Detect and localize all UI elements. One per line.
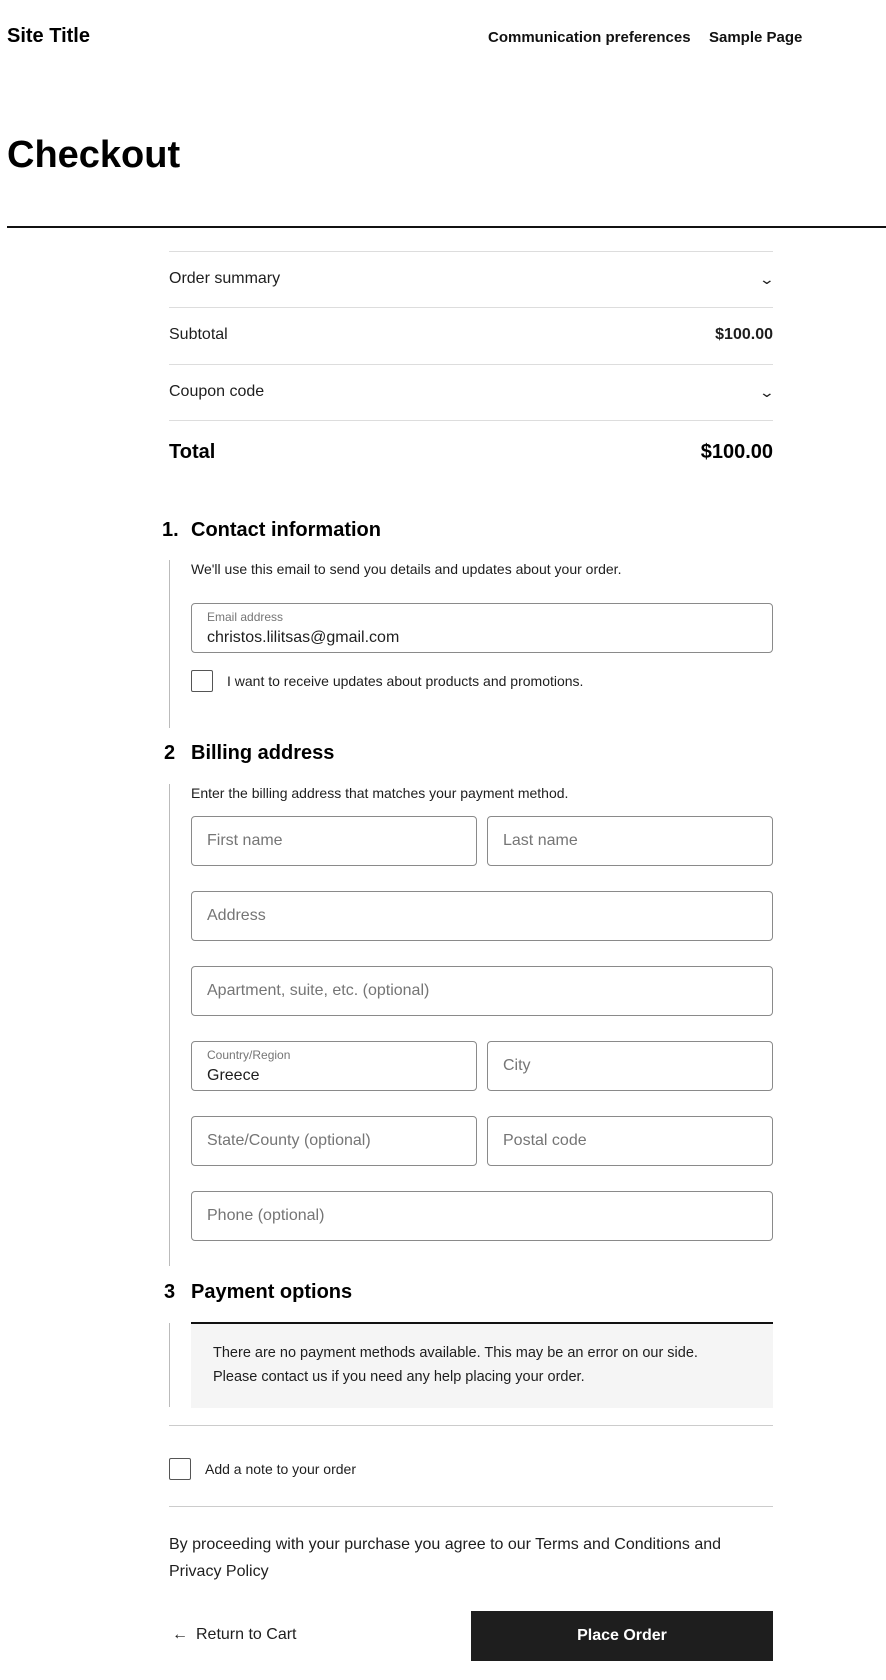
address-placeholder: Address xyxy=(207,907,266,924)
city-placeholder: City xyxy=(503,1057,531,1074)
postal-code-input[interactable] xyxy=(487,1116,773,1166)
order-summary-label: Order summary xyxy=(169,270,281,287)
phone-placeholder: Phone (optional) xyxy=(207,1207,325,1224)
subtotal-value: $100.00 xyxy=(715,326,773,343)
divider xyxy=(169,251,773,252)
updates-checkbox[interactable] xyxy=(191,670,213,692)
order-note-checkbox[interactable] xyxy=(169,1458,191,1480)
chevron-down-icon: ⌄ xyxy=(758,270,776,287)
order-note-label[interactable]: Add a note to your order xyxy=(205,1461,356,1477)
updates-label[interactable]: I want to receive updates about products and promotions. xyxy=(227,673,584,689)
divider xyxy=(169,1425,773,1426)
contact-description: We'll use this email to send you details and updates about your order. xyxy=(191,561,622,577)
site-title[interactable]: Site Title xyxy=(7,25,90,47)
state-placeholder: State/County (optional) xyxy=(207,1132,371,1149)
email-value[interactable]: christos.lilitsas@gmail.com xyxy=(207,629,400,646)
total-value: $100.00 xyxy=(700,440,773,463)
last-name-placeholder: Last name xyxy=(503,832,578,849)
step-number: 2 xyxy=(164,742,176,764)
arrow-left-icon: ← xyxy=(172,1626,188,1643)
terms-text xyxy=(169,1531,773,1585)
apartment-input[interactable] xyxy=(191,966,773,1016)
subtotal-row xyxy=(169,322,773,348)
notice-text: Please contact us if you need any help placing your order. xyxy=(213,1369,585,1385)
postal-placeholder: Postal code xyxy=(503,1132,587,1149)
email-label: Email address xyxy=(207,610,284,624)
divider xyxy=(169,364,773,365)
city-input[interactable] xyxy=(487,1041,773,1091)
step-number: 1. xyxy=(162,519,179,541)
place-order-button[interactable]: Place Order xyxy=(471,1611,773,1661)
email-field[interactable] xyxy=(191,603,773,653)
nav-communication-preferences[interactable]: Communication preferences xyxy=(488,29,691,46)
notice-text: There are no payment methods available. This may be an error on our side. xyxy=(213,1345,698,1361)
total-row xyxy=(169,438,773,466)
return-label: Return to Cart xyxy=(196,1626,297,1643)
divider xyxy=(169,1506,773,1507)
divider xyxy=(169,307,773,308)
step-line xyxy=(169,1323,170,1407)
country-select[interactable] xyxy=(191,1041,477,1091)
billing-heading: Billing address xyxy=(191,742,335,764)
terms-line: Privacy Policy xyxy=(169,1563,269,1580)
state-input[interactable] xyxy=(191,1116,477,1166)
payment-notice xyxy=(191,1322,773,1408)
billing-description: Enter the billing address that matches your payment method. xyxy=(191,785,569,801)
total-label: Total xyxy=(169,440,216,463)
coupon-toggle[interactable] xyxy=(169,379,776,405)
step-number: 3 xyxy=(164,1281,176,1303)
chevron-down-icon: ⌄ xyxy=(758,383,776,400)
divider xyxy=(7,226,886,228)
contact-heading: Contact information xyxy=(191,519,381,541)
apartment-placeholder: Apartment, suite, etc. (optional) xyxy=(207,982,430,999)
step-line xyxy=(169,560,170,728)
step-line xyxy=(169,784,170,1266)
payment-heading: Payment options xyxy=(191,1281,353,1303)
first-name-input[interactable] xyxy=(191,816,477,866)
terms-line: By proceeding with your purchase you agree to our Terms and Conditions and xyxy=(169,1536,722,1553)
page-title: Checkout xyxy=(7,134,181,176)
return-to-cart-link[interactable] xyxy=(172,1626,296,1644)
coupon-label: Coupon code xyxy=(169,383,265,400)
country-value: Greece xyxy=(207,1067,260,1084)
order-summary-toggle[interactable] xyxy=(169,266,776,292)
nav-sample-page[interactable]: Sample Page xyxy=(709,29,803,46)
first-name-placeholder: First name xyxy=(207,832,283,849)
subtotal-label: Subtotal xyxy=(169,326,228,343)
address-input[interactable] xyxy=(191,891,773,941)
last-name-input[interactable] xyxy=(487,816,773,866)
divider xyxy=(169,420,773,421)
country-label: Country/Region xyxy=(207,1048,291,1062)
phone-input[interactable] xyxy=(191,1191,773,1241)
